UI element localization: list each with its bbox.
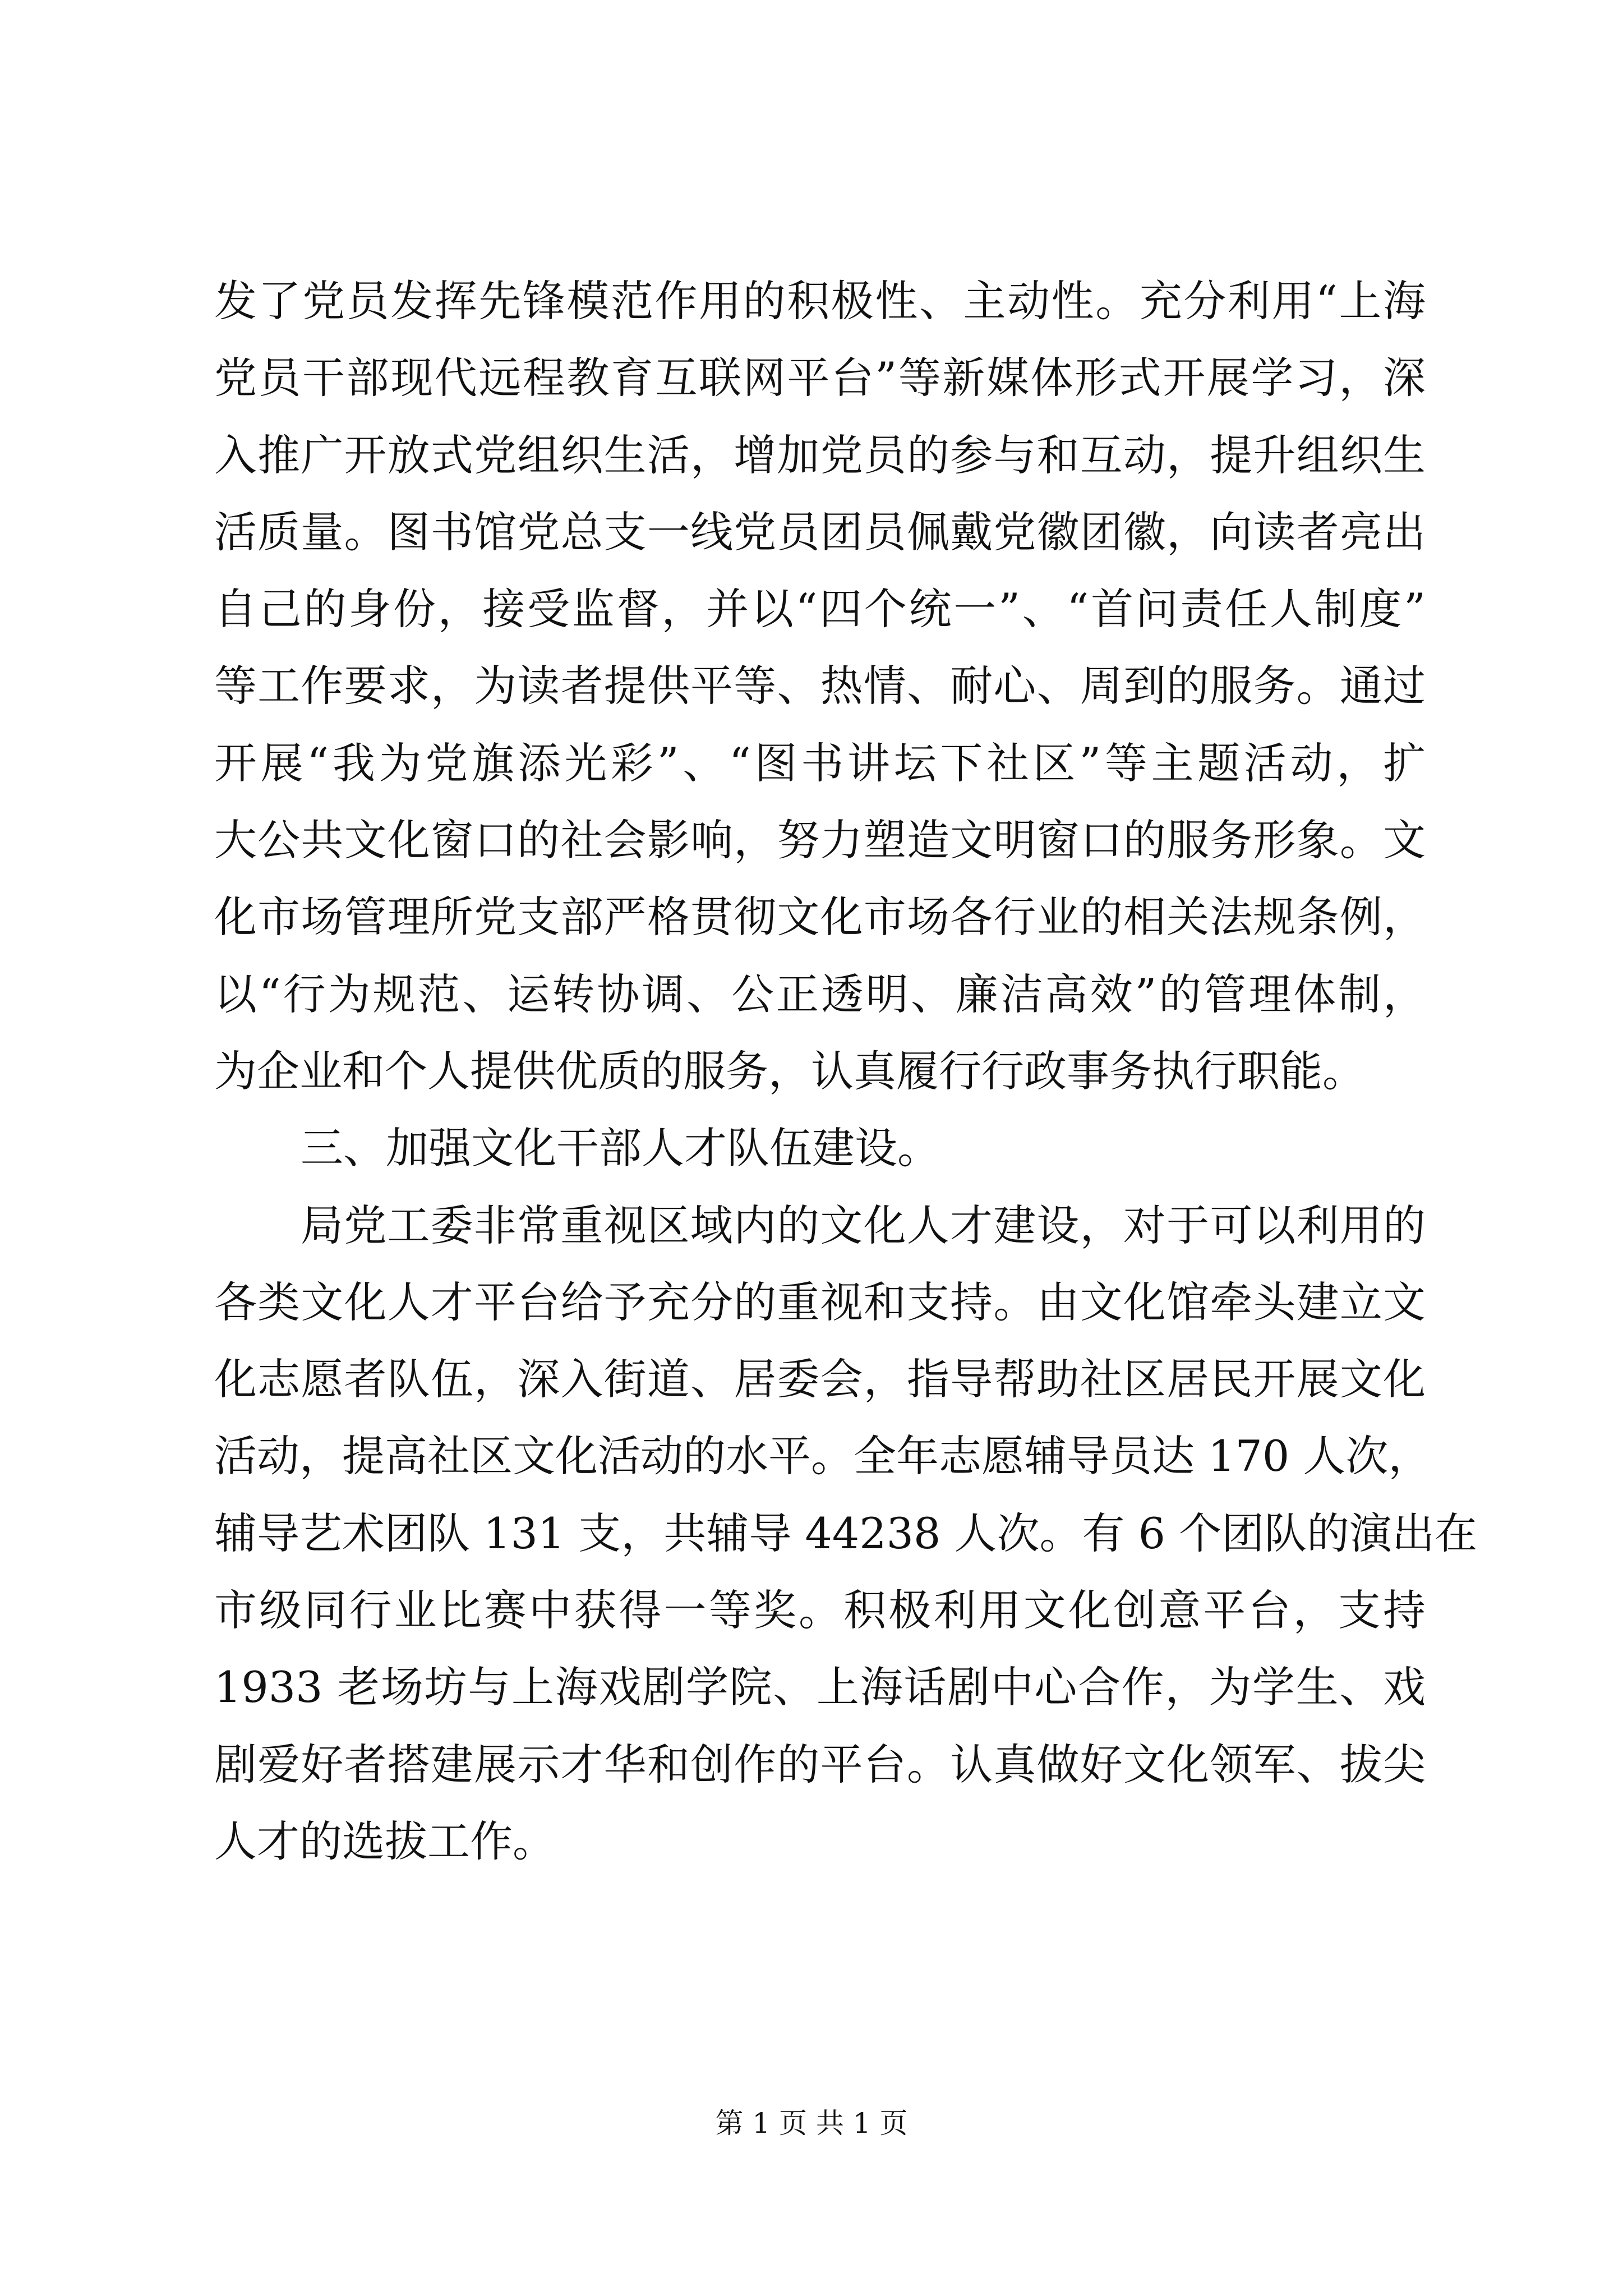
paragraph-end-line: 人才的选拔工作。 [214,1816,555,1866]
text-line: 剧爱好者搭建展示才华和创作的平台。认真做好文化领军、拔尖 [214,1739,1426,1789]
text-line: 等工作要求，为读者提供平等、热情、耐心、周到的服务。通过 [214,661,1426,711]
text-line: 入推广开放式党组织生活，增加党员的参与和互动，提升组织生 [214,430,1426,480]
text-line: 开展“我为党旗添光彩”、“图书讲坛下社区”等主题活动，扩 [214,738,1426,788]
text-line: 辅导艺术团队 131 支，共辅导 44238 人次。有 6 个团队的演出在 [214,1508,1478,1558]
text-line: 1933 老场坊与上海戏剧学院、上海话剧中心合作，为学生、戏 [214,1662,1426,1713]
text-line: 发了党员发挥先锋模范作用的积极性、主动性。充分利用“上海 [214,276,1426,326]
text-line: 以“行为规范、运转协调、公正透明、廉洁高效”的管理体制， [214,969,1426,1019]
text-line: 各类文化人才平台给予充分的重视和支持。由文化馆牵头建立文 [214,1277,1426,1327]
text-line: 党员干部现代远程教育互联网平台”等新媒体形式开展学习，深 [214,353,1426,403]
text-line: 活质量。图书馆党总支一线党员团员佩戴党徽团徽，向读者亮出 [214,507,1426,557]
paragraph-end-line: 为企业和个人提供优质的服务，认真履行行政事务执行职能。 [214,1046,1365,1096]
text-line: 化志愿者队伍，深入街道、居委会，指导帮助社区居民开展文化 [214,1354,1426,1405]
text-line: 大公共文化窗口的社会影响，努力塑造文明窗口的服务形象。文 [214,815,1426,866]
paragraph-first-line: 局党工委非常重视区域内的文化人才建设，对于可以利用的 [301,1200,1426,1250]
text-line: 活动，提高社区文化活动的水平。全年志愿辅导员达 170 人次， [214,1431,1431,1481]
text-line: 市级同行业比赛中获得一等奖。积极利用文化创意平台，支持 [214,1585,1426,1636]
page-number-footer: 第 1 页 共 1 页 [715,2107,908,2139]
text-line: 自己的身份，接受监督，并以“四个统一”、“首问责任人制度” [214,584,1426,634]
body-text [214,263,1478,1880]
section-heading: 三、加强文化干部人才队伍建设。 [301,1123,940,1174]
text-line: 化市场管理所党支部严格贯彻文化市场各行业的相关法规条例， [214,892,1426,942]
